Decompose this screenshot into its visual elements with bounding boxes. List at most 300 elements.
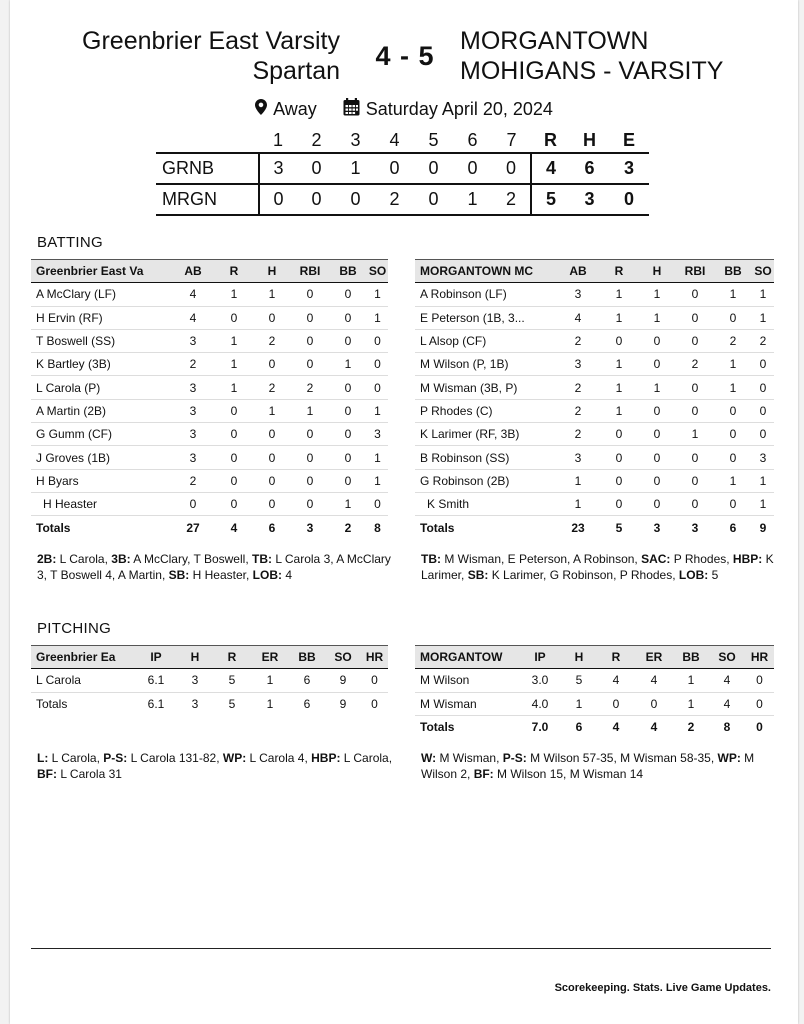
stat-cell: 1 (676, 423, 714, 446)
table-row (31, 353, 388, 376)
player-name: L Alsop (CF) (415, 329, 556, 352)
stat-cell: 1 (600, 376, 638, 399)
totals-cell: 4 (215, 516, 253, 539)
note-value: M Wilson 15, M Wisman 14 (493, 767, 644, 781)
player-name: L Carola (P) (31, 376, 171, 399)
totals-cell: 4 (635, 715, 673, 738)
inning-score: 0 (259, 184, 297, 215)
stat-cell: 0 (600, 423, 638, 446)
note-key: SAC: (641, 552, 671, 566)
totals-cell: 3 (177, 692, 213, 715)
stat-cell: 0 (600, 492, 638, 515)
player-name: P Rhodes (C) (415, 399, 556, 422)
column-header: H (177, 646, 213, 669)
column-header: H (253, 260, 291, 283)
stat-cell: 0 (329, 306, 367, 329)
stat-cell: 0 (367, 376, 388, 399)
stat-cell: 0 (291, 283, 329, 306)
note-key: SB: (168, 568, 190, 582)
stat-cell: 0 (714, 423, 752, 446)
line-score-row (156, 153, 649, 184)
away-team-line-1: Greenbrier East Varsity (82, 27, 340, 55)
stat-cell: 4 (635, 669, 673, 692)
column-header: HR (361, 646, 388, 669)
table-row (31, 492, 388, 515)
player-name: A Robinson (LF) (415, 283, 556, 306)
stat-cell: 0 (367, 353, 388, 376)
stat-cell: 4 (171, 306, 215, 329)
home-batting-notes (421, 551, 781, 583)
line-score-r: 5 (531, 184, 570, 215)
stat-cell: 0 (752, 423, 774, 446)
note-value: L Carola, (48, 751, 104, 765)
stat-cell: 2 (171, 469, 215, 492)
stat-cell: 1 (752, 492, 774, 515)
column-header: BB (714, 260, 752, 283)
totals-cell: 4 (597, 715, 635, 738)
note-key: 3B: (111, 552, 131, 566)
stat-cell: 0 (676, 376, 714, 399)
column-header: H (638, 260, 676, 283)
note-key: SB: (467, 568, 489, 582)
line-score-col: 3 (350, 130, 361, 150)
totals-cell: 2 (673, 715, 709, 738)
stat-cell: 2 (253, 376, 291, 399)
stat-cell: 0 (597, 692, 635, 715)
stat-cell: 0 (329, 376, 367, 399)
note-value: L Carola 3, A McClary 3, T Boswell 4, A Martin, (37, 552, 391, 582)
stat-cell: 0 (638, 492, 676, 515)
inning-score: 0 (375, 153, 414, 184)
stat-cell: 1 (367, 469, 388, 492)
player-name: H Ervin (RF) (31, 306, 171, 329)
stat-cell: 1 (600, 306, 638, 329)
inning-score: 2 (375, 184, 414, 215)
stat-cell: 1 (556, 469, 600, 492)
stat-cell: 1 (638, 306, 676, 329)
stat-cell: 0 (676, 329, 714, 352)
totals-cell: 8 (367, 516, 388, 539)
table-row (415, 376, 774, 399)
note-value: L Carola 131-82, (127, 751, 223, 765)
stat-cell: 1 (561, 692, 597, 715)
stat-cell: 0 (714, 306, 752, 329)
footer-tagline: Scorekeeping. Stats. Live Game Updates. (554, 982, 771, 994)
table-row (415, 692, 774, 715)
stat-cell: 1 (215, 353, 253, 376)
note-key: LOB: (252, 568, 282, 582)
note-key: P-S: (502, 751, 527, 765)
line-score-header (156, 129, 649, 153)
note-key: HBP: (732, 552, 763, 566)
stat-cell: 2 (676, 353, 714, 376)
inning-score: 0 (414, 184, 453, 215)
stat-cell: 0 (676, 306, 714, 329)
stat-cell: 1 (556, 492, 600, 515)
calendar-icon (343, 98, 360, 121)
stat-cell: 9 (325, 669, 361, 692)
table-row (415, 669, 774, 692)
stat-cell: 0 (752, 353, 774, 376)
away-pitching-notes (37, 750, 397, 782)
note-key: TB: (421, 552, 441, 566)
table-row (31, 469, 388, 492)
note-key: 2B: (37, 552, 57, 566)
stat-cell: 0 (638, 399, 676, 422)
player-name: T Boswell (SS) (31, 329, 171, 352)
column-header: BB (289, 646, 325, 669)
player-name: E Peterson (1B, 3... (415, 306, 556, 329)
player-name: K Larimer (RF, 3B) (415, 423, 556, 446)
stat-cell: 1 (600, 353, 638, 376)
stat-cell: 1 (215, 329, 253, 352)
stat-cell: 3 (171, 376, 215, 399)
column-header: BB (673, 646, 709, 669)
stat-cell: 0 (291, 329, 329, 352)
stat-cell: 0 (253, 353, 291, 376)
stat-cell: 1 (367, 446, 388, 469)
note-key: P-S: (103, 751, 128, 765)
footer-divider (31, 948, 771, 949)
inning-score: 0 (336, 184, 375, 215)
stat-cell: 0 (361, 669, 388, 692)
map-pin-icon (255, 99, 267, 120)
stat-cell: 3 (556, 283, 600, 306)
stat-cell: 3 (171, 446, 215, 469)
stat-cell: 2 (556, 376, 600, 399)
note-value: K Larimer, (421, 552, 774, 582)
stat-cell: 0 (676, 446, 714, 469)
column-header: RBI (291, 260, 329, 283)
line-score-row (156, 184, 649, 215)
stat-cell: 1 (714, 469, 752, 492)
away-team-name (10, 26, 340, 86)
totals-row (31, 692, 388, 715)
stat-cell: 0 (600, 446, 638, 469)
column-header: BB (329, 260, 367, 283)
inning-score: 0 (297, 184, 336, 215)
stat-cell: 0 (215, 446, 253, 469)
line-score-col: 7 (506, 130, 517, 150)
stat-cell: 1 (215, 376, 253, 399)
stat-cell: 1 (215, 283, 253, 306)
line-score-h: 6 (570, 153, 609, 184)
inning-score: 0 (453, 153, 492, 184)
totals-cell: 7.0 (519, 715, 561, 738)
stat-cell: 2 (752, 329, 774, 352)
column-header: SO (367, 260, 388, 283)
table-row (415, 353, 774, 376)
player-name: K Bartley (3B) (31, 353, 171, 376)
note-key: L: (37, 751, 49, 765)
totals-cell: 3 (676, 516, 714, 539)
player-name: K Smith (415, 492, 556, 515)
stat-cell: 0 (329, 329, 367, 352)
totals-cell: 6.1 (135, 692, 177, 715)
totals-row (415, 516, 774, 539)
inning-score: 1 (453, 184, 492, 215)
stat-cell: 0 (253, 446, 291, 469)
home-team-line-2: MOHIGANS - VARSITY (460, 57, 724, 85)
final-score: 4 - 5 (375, 41, 435, 71)
inning-score: 2 (492, 184, 531, 215)
game-meta (10, 98, 798, 121)
player-name: H Byars (31, 469, 171, 492)
stat-cell: 2 (556, 329, 600, 352)
stat-cell: 0 (291, 469, 329, 492)
player-name: G Gumm (CF) (31, 423, 171, 446)
stat-cell: 4 (556, 306, 600, 329)
stat-cell: 3 (177, 669, 213, 692)
home-team-name (460, 26, 723, 86)
totals-cell: 6 (289, 692, 325, 715)
note-value: H Heaster, (189, 568, 253, 582)
table-header (31, 260, 388, 283)
batting-section-title: BATTING (37, 234, 103, 251)
stat-cell: 2 (714, 329, 752, 352)
column-header: R (597, 646, 635, 669)
totals-cell: 6 (561, 715, 597, 738)
note-key: LOB: (678, 568, 709, 582)
stat-cell: 0 (752, 376, 774, 399)
totals-row (415, 715, 774, 738)
stat-cell: 0 (329, 446, 367, 469)
totals-cell: 3 (291, 516, 329, 539)
line-score-col (156, 129, 259, 153)
column-header: AB (556, 260, 600, 283)
totals-cell: 9 (325, 692, 361, 715)
table-row (31, 423, 388, 446)
player-name: A Martin (2B) (31, 399, 171, 422)
player-name: M Wisman (415, 692, 519, 715)
stat-cell: 1 (329, 353, 367, 376)
line-score-team: MRGN (156, 184, 259, 215)
stat-cell: 6.1 (135, 669, 177, 692)
column-header: R (600, 260, 638, 283)
totals-cell: 27 (171, 516, 215, 539)
stat-cell: 0 (291, 353, 329, 376)
stat-cell: 0 (329, 469, 367, 492)
inning-score: 0 (492, 153, 531, 184)
stat-cell: 0 (291, 423, 329, 446)
column-header: ER (635, 646, 673, 669)
line-score-col: E (622, 130, 635, 150)
note-key: TB: (251, 552, 272, 566)
stat-cell: 1 (714, 283, 752, 306)
stat-cell: 1 (253, 283, 291, 306)
stat-cell: 1 (673, 692, 709, 715)
stat-cell: 3 (171, 399, 215, 422)
column-header: MORGANTOW (415, 646, 519, 669)
stat-cell: 1 (714, 376, 752, 399)
stat-cell: 1 (251, 669, 289, 692)
stat-cell: 1 (600, 399, 638, 422)
stat-cell: 4 (709, 692, 745, 715)
stat-cell: 3 (752, 446, 774, 469)
player-name: M Wilson (P, 1B) (415, 353, 556, 376)
table-row (415, 399, 774, 422)
note-value: L Carola, (56, 552, 112, 566)
away-batting-table (31, 259, 388, 539)
line-score-col: H (583, 130, 596, 150)
page (10, 0, 798, 1024)
stat-cell: 1 (752, 469, 774, 492)
stat-cell: 2 (291, 376, 329, 399)
note-value: M Wilson 57-35, M Wisman 58-35, (526, 751, 718, 765)
pitching-section-title: PITCHING (37, 620, 112, 637)
line-score-col: R (544, 130, 557, 150)
stat-cell: 0 (676, 399, 714, 422)
stat-cell: 0 (291, 446, 329, 469)
player-name: L Carola (31, 669, 135, 692)
table-row (31, 669, 388, 692)
stat-cell: 1 (367, 306, 388, 329)
stat-cell: 0 (638, 446, 676, 469)
column-header: AB (171, 260, 215, 283)
note-value: K Larimer, G Robinson, P Rhodes, (488, 568, 679, 582)
note-value: M Wilson 2, (421, 751, 755, 781)
stat-cell: 0 (215, 399, 253, 422)
stat-cell: 0 (676, 283, 714, 306)
column-header: ER (251, 646, 289, 669)
stat-cell: 0 (253, 306, 291, 329)
stat-cell: 3 (556, 353, 600, 376)
totals-cell: 0 (361, 692, 388, 715)
totals-cell: 8 (709, 715, 745, 738)
table-row (31, 306, 388, 329)
note-value: 5 (708, 568, 719, 582)
stat-cell: 1 (253, 399, 291, 422)
stat-cell: 1 (673, 669, 709, 692)
totals-label: Totals (415, 516, 556, 539)
away-team-line-2: Spartan (252, 57, 340, 85)
table-header (415, 646, 774, 669)
inning-score: 0 (414, 153, 453, 184)
stat-cell: 1 (714, 353, 752, 376)
stat-cell: 0 (752, 399, 774, 422)
stat-cell: 0 (253, 492, 291, 515)
stat-cell: 0 (367, 329, 388, 352)
stat-cell: 0 (253, 469, 291, 492)
note-value: 4 (281, 568, 292, 582)
column-header: R (213, 646, 251, 669)
column-header: Greenbrier East Va (31, 260, 171, 283)
stat-cell: 1 (638, 376, 676, 399)
stat-cell: 0 (638, 469, 676, 492)
date-label: Saturday April 20, 2024 (365, 99, 553, 119)
totals-row (31, 516, 388, 539)
table-row (415, 492, 774, 515)
player-name: J Groves (1B) (31, 446, 171, 469)
stat-cell: 3 (171, 329, 215, 352)
stat-cell: 0 (676, 469, 714, 492)
table-row (415, 423, 774, 446)
note-key: WP: (717, 751, 741, 765)
table-header (31, 646, 388, 669)
totals-cell: 3 (638, 516, 676, 539)
totals-cell: 1 (251, 692, 289, 715)
stat-cell: 3 (367, 423, 388, 446)
home-batting-table (415, 259, 774, 539)
line-score-team: GRNB (156, 153, 259, 184)
stat-cell: 1 (329, 492, 367, 515)
stat-cell: 3.0 (519, 669, 561, 692)
line-score-e: 0 (609, 184, 649, 215)
stat-cell: 5 (561, 669, 597, 692)
table-row (415, 306, 774, 329)
table-row (415, 283, 774, 306)
column-header: H (561, 646, 597, 669)
stat-cell: 0 (367, 492, 388, 515)
column-header: MORGANTOWN MC (415, 260, 556, 283)
note-value: L Carola 31 (57, 767, 122, 781)
stat-cell: 0 (600, 329, 638, 352)
stat-cell: 1 (638, 283, 676, 306)
player-name: A McClary (LF) (31, 283, 171, 306)
note-value: L Carola 4, (246, 751, 312, 765)
totals-cell: 23 (556, 516, 600, 539)
player-name: B Robinson (SS) (415, 446, 556, 469)
stat-cell: 0 (714, 492, 752, 515)
note-value: A McClary, T Boswell, (130, 552, 252, 566)
stat-cell: 0 (215, 492, 253, 515)
stat-cell: 0 (215, 469, 253, 492)
stat-cell: 4.0 (519, 692, 561, 715)
player-name: M Wisman (3B, P) (415, 376, 556, 399)
stat-cell: 0 (171, 492, 215, 515)
note-key: HBP: (311, 751, 341, 765)
line-score-col: 2 (311, 130, 322, 150)
stat-cell: 0 (215, 423, 253, 446)
inning-score: 1 (336, 153, 375, 184)
note-value: L Carola, (340, 751, 393, 765)
stat-cell: 1 (752, 283, 774, 306)
stat-cell: 1 (291, 399, 329, 422)
line-score-h: 3 (570, 184, 609, 215)
stat-cell: 0 (329, 423, 367, 446)
stat-cell: 0 (638, 329, 676, 352)
stat-cell: 0 (253, 423, 291, 446)
table-header (415, 260, 774, 283)
table-row (31, 399, 388, 422)
column-header: HR (745, 646, 774, 669)
stat-cell: 0 (638, 423, 676, 446)
totals-cell: 6 (253, 516, 291, 539)
line-score (156, 129, 649, 216)
totals-cell: 9 (752, 516, 774, 539)
player-name: H Heaster (31, 492, 171, 515)
note-key: WP: (222, 751, 247, 765)
totals-cell: 6 (714, 516, 752, 539)
totals-cell: 0 (745, 715, 774, 738)
stat-cell: 0 (638, 353, 676, 376)
stat-cell: 4 (709, 669, 745, 692)
line-score-e: 3 (609, 153, 649, 184)
table-row (415, 329, 774, 352)
stat-cell: 0 (714, 446, 752, 469)
stat-cell: 0 (635, 692, 673, 715)
note-value: M Wisman, E Peterson, A Robinson, (441, 552, 642, 566)
totals-label: Totals (31, 692, 135, 715)
column-header: Greenbrier Ea (31, 646, 135, 669)
away-batting-notes (37, 551, 397, 583)
stat-cell: 0 (329, 399, 367, 422)
away-pitching-table (31, 645, 388, 715)
stat-cell: 2 (556, 399, 600, 422)
stat-cell: 3 (171, 423, 215, 446)
totals-label: Totals (31, 516, 171, 539)
table-row (31, 376, 388, 399)
